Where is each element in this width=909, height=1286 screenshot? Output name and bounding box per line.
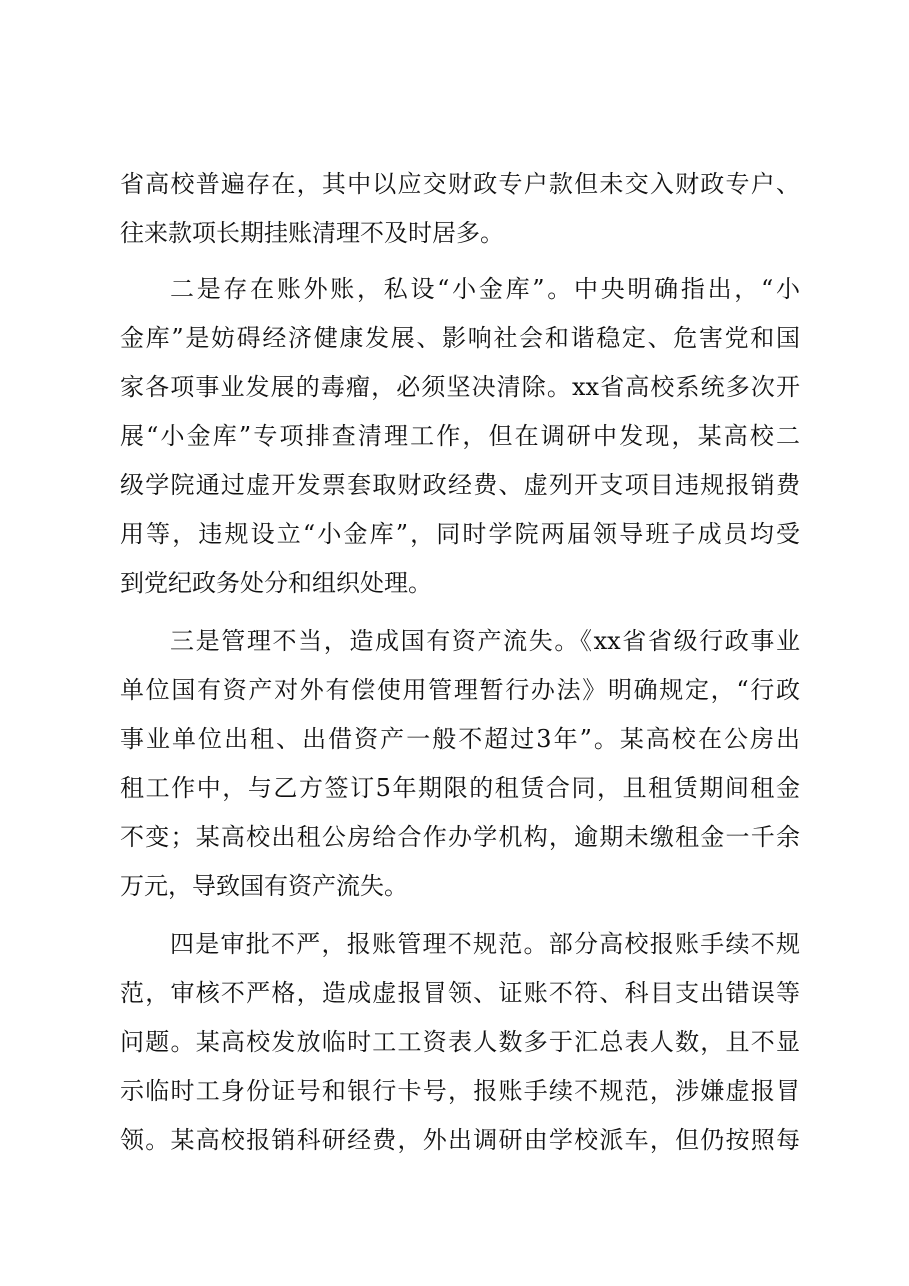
text-line: 用等，违规设立“小金库”，同时学院两届领导班子成员均受 <box>120 520 800 548</box>
text-line: 问题。某高校发放临时工工资表人数多于汇总表人数，且不显 <box>120 1028 800 1056</box>
text-line: 示临时工身份证号和银行卡号，报账手续不规范，涉嫌虚报冒 <box>120 1077 800 1105</box>
paragraph-2-start: 二是存在账外账，私设“小金库”。中央明确指出，“小 <box>170 275 800 303</box>
paragraph-3-start: 三是管理不当，造成国有资产流失。《xx省省级行政事业 <box>170 627 800 655</box>
text-line: 领。某高校报销科研经费，外出调研由学校派车，但仍按照每 <box>120 1126 800 1154</box>
text-line: 省高校普遍存在，其中以应交财政专户款但未交入财政专户、 <box>120 170 800 198</box>
text-line: 展“小金库”专项排查清理工作，但在调研中发现，某高校二 <box>120 422 800 450</box>
text-line: 租工作中，与乙方签订5年期限的租赁合同，且租赁期间租金 <box>120 774 800 802</box>
text-line: 到党纪政务处分和组织处理。 <box>120 569 432 597</box>
paragraph-4-start: 四是审批不严，报账管理不规范。部分高校报账手续不规 <box>170 930 800 958</box>
text-line: 级学院通过虚开发票套取财政经费、虚列开支项目违规报销费 <box>120 471 800 499</box>
text-line: 不变；某高校出租公房给合作办学机构，逾期未缴租金一千余 <box>120 823 800 851</box>
text-line: 金库”是妨碍经济健康发展、影响社会和谐稳定、危害党和国 <box>120 324 800 352</box>
text-line: 家各项事业发展的毒瘤，必须坚决清除。xx省高校系统多次开 <box>120 373 800 401</box>
text-line: 往来款项长期挂账清理不及时居多。 <box>120 219 504 247</box>
text-line: 范，审核不严格，造成虚报冒领、证账不符、科目支出错误等 <box>120 979 800 1007</box>
text-line: 事业单位出租、出借资产一般不超过3年”。某高校在公房出 <box>120 725 800 753</box>
text-line: 万元，导致国有资产流失。 <box>120 872 408 900</box>
text-line: 单位国有资产对外有偿使用管理暂行办法》明确规定，“行政 <box>120 676 800 704</box>
